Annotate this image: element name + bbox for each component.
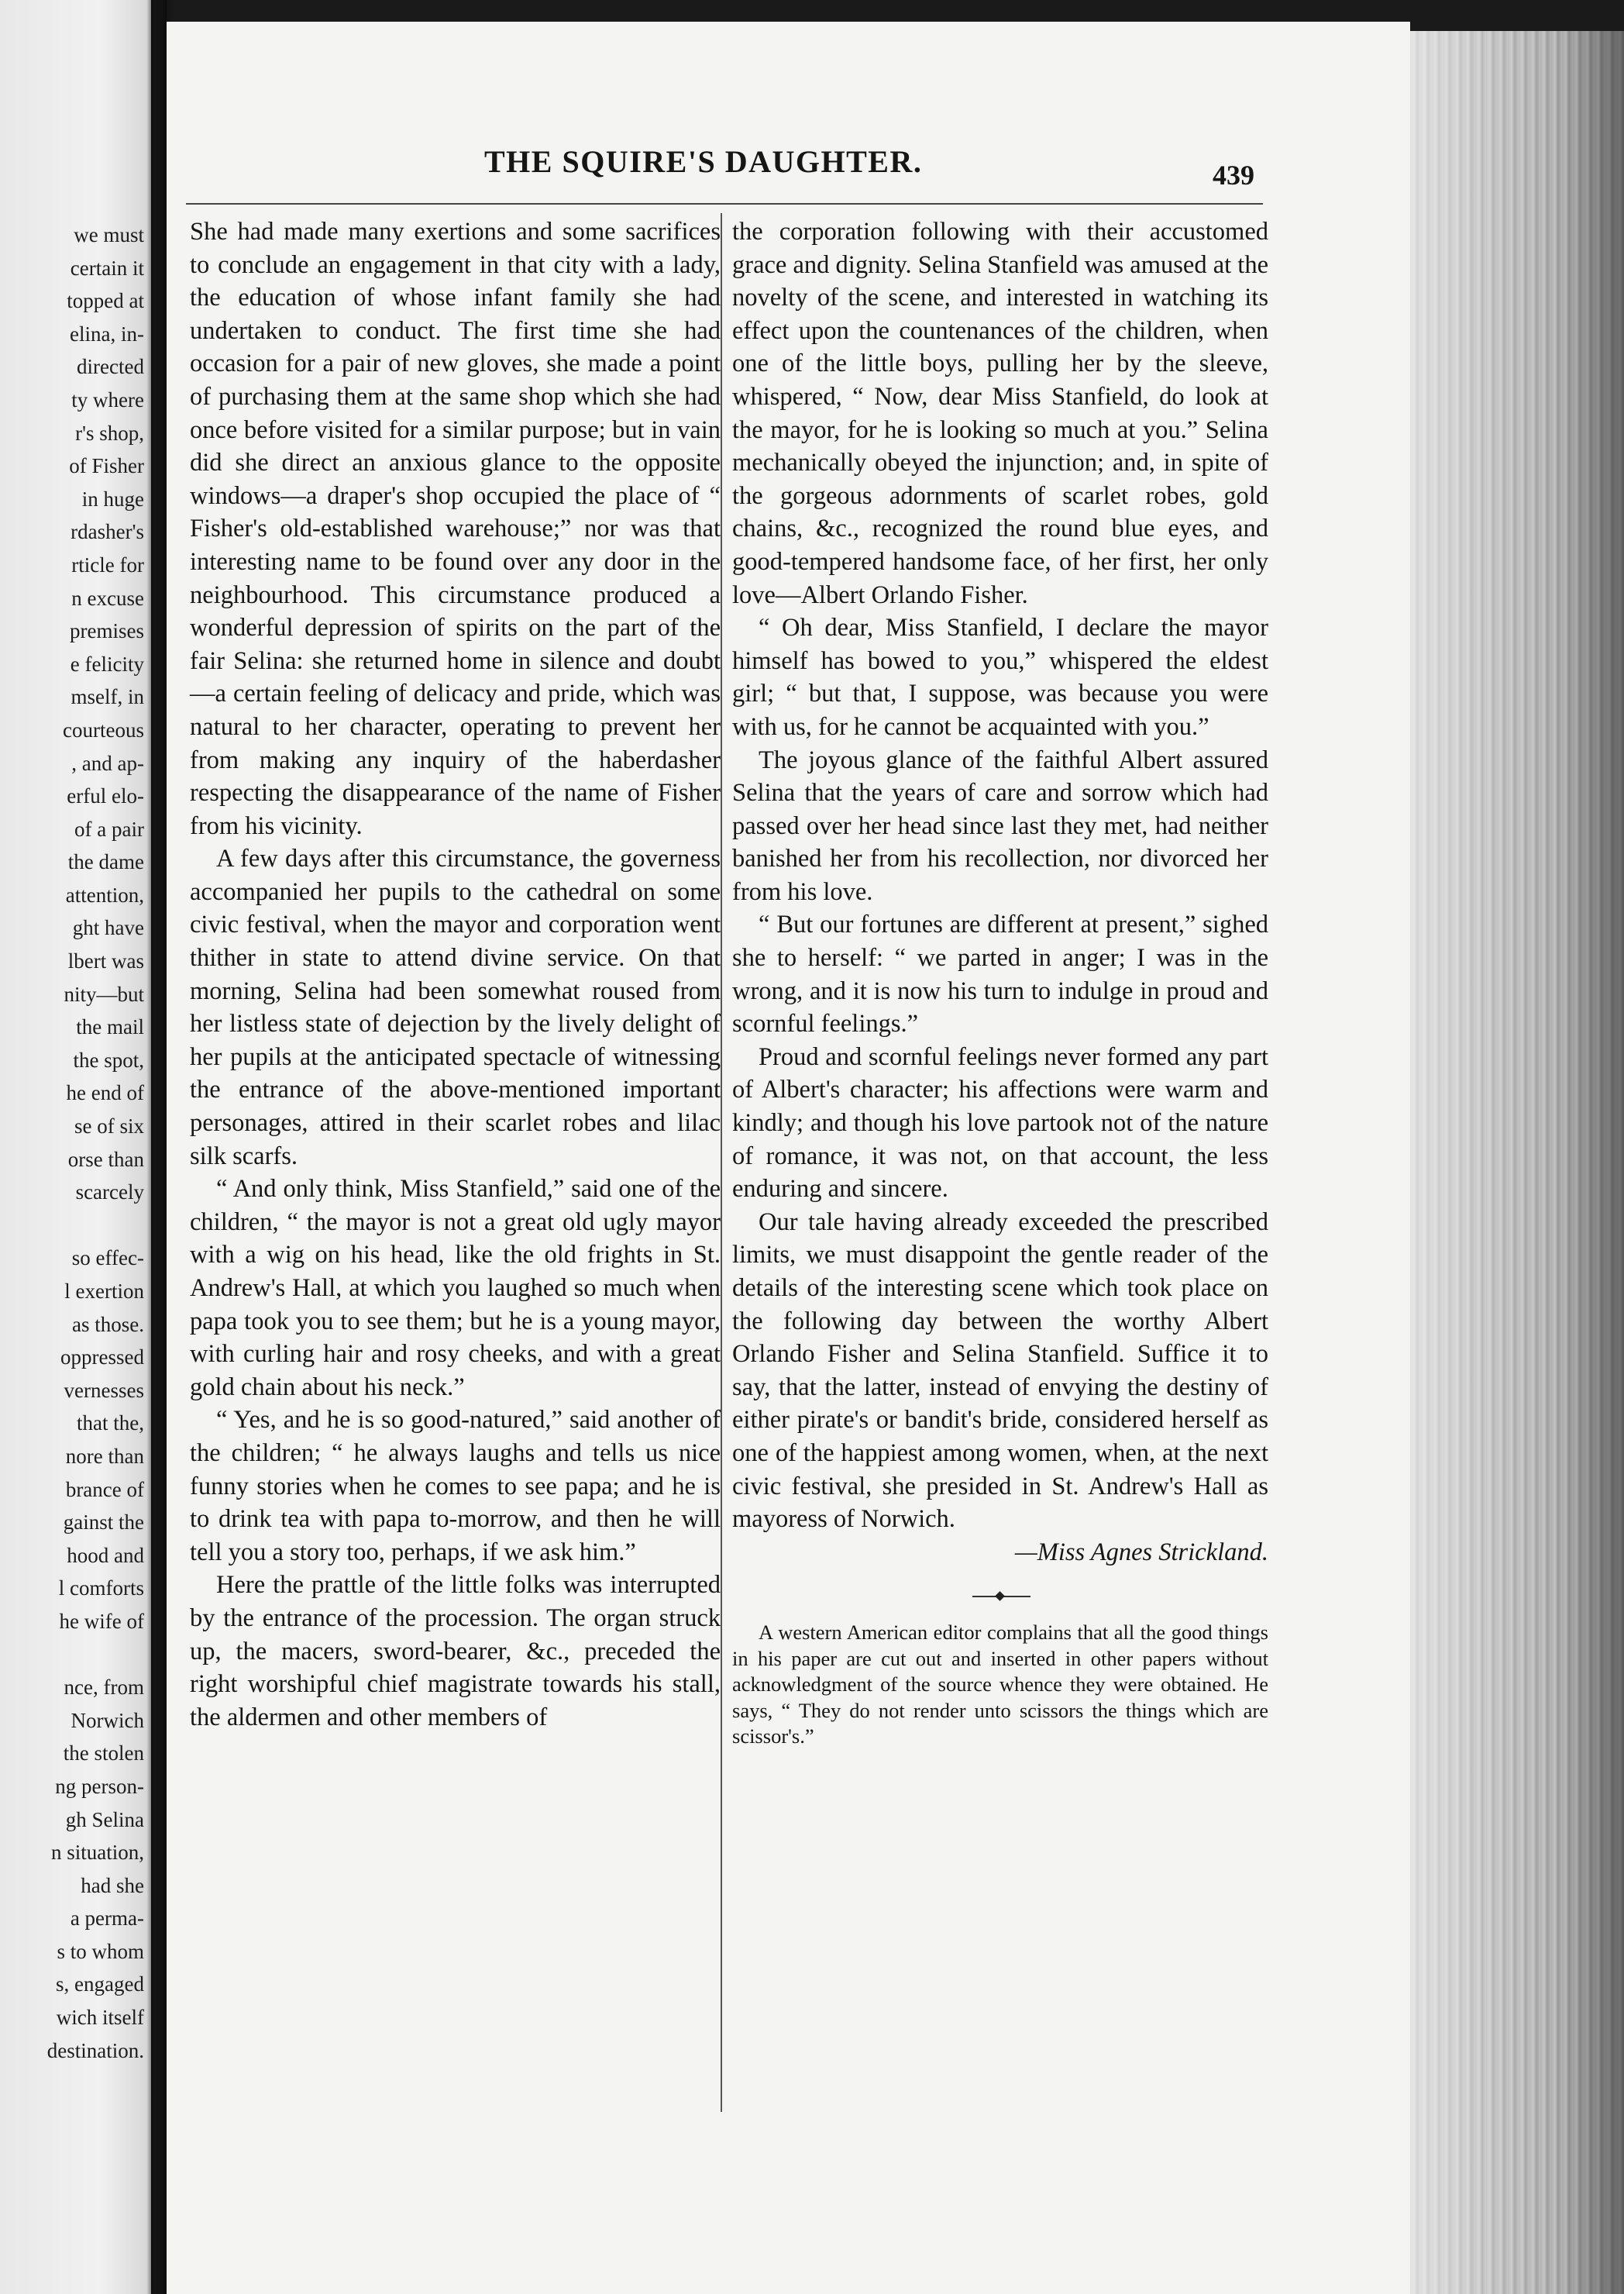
fragment-line: as those. — [72, 1312, 144, 1336]
fragment-line: he wife of — [59, 1609, 144, 1633]
fragment-line: r's shop, — [75, 421, 144, 445]
fragment-line: the dame — [67, 850, 144, 874]
fragment-line: Norwich — [71, 1708, 144, 1732]
fragment-line: erful elo- — [67, 784, 144, 808]
fragment-line: ng person- — [55, 1774, 144, 1798]
fragment-line: topped at — [67, 289, 144, 313]
column-divider — [721, 213, 722, 2112]
fragment-line: s to whom — [57, 1939, 144, 1963]
page-number: 439 — [1213, 160, 1254, 191]
left-column — [190, 215, 721, 1734]
fragment-line: n situation, — [51, 1841, 144, 1865]
author-signature: —Miss Agnes Strickland. — [1014, 1538, 1268, 1566]
fragment-line: , and ap- — [71, 751, 144, 775]
fragment-line: certain it — [70, 256, 144, 280]
note-paragraph: A western American editor complains that all the good things in his paper are cut out and inserted in other papers without acknowledgment of the source whence they were obtained. He says, “ They do not render unto scissors the things which are scissor's.” — [732, 1621, 1268, 1748]
fragment-line: destination. — [46, 2038, 144, 2062]
paragraph: A few days after this circumstance, the governess accompanied her pupils to the cathedral on some civic festival, when the mayor and corporation went thither in state to attend divine service. On that morning, Selina had been somewhat roused from her listless state of dejection by the lively delight of her pupils at the anticipated spectacle of witnessing the entrance of the above-mentioned important personages, attired in their scarlet robes and lilac silk scarfs. — [190, 845, 721, 1170]
fragment-line: of a pair — [74, 817, 144, 841]
page-edge-stack — [1410, 31, 1624, 2294]
fragment-line: l exertion — [64, 1280, 144, 1303]
fragment-line: the mail — [76, 1015, 144, 1039]
paragraph: “ Oh dear, Miss Stanfield, I declare the mayor himself has bowed to you,” whispered the eldest girl; “ but that, I suppose, was because you were with us, for he cannot be acquainted with you.” — [732, 614, 1268, 741]
fragment-line: oppressed — [60, 1345, 144, 1369]
fragment-line — [0, 1209, 144, 1242]
fragment-line: n excuse — [71, 586, 144, 610]
paragraph: “ And only think, Miss Stanfield,” said one of the children, “ the mayor is not a great old ugly mayor with a wig on his head, like the old frights in St. Andrew's Hall, at which you laughed so much when papa took you to see them; but he is a young mayor, with curling hair and rosy cheeks, and with a great gold chain about his neck.” — [190, 1175, 721, 1401]
running-head: THE SQUIRE'S DAUGHTER. — [484, 144, 923, 179]
fragment-line: se of six — [74, 1114, 144, 1138]
fragment-line: that the, — [77, 1411, 144, 1435]
fragment-line: of Fisher — [69, 454, 144, 478]
fragment-line: gainst the — [63, 1510, 144, 1534]
paragraph: Here the prattle of the little folks was interrupted by the entrance of the procession. The organ struck up, the macers, sword-bearer, &c., preceded the right worshipful chief magistrate towards his stall, the aldermen and other members of — [190, 1571, 721, 1731]
fragment-line: scarcely — [75, 1180, 144, 1204]
section-ornament — [732, 1589, 1268, 1604]
fragment-line: had she — [81, 1873, 144, 1897]
paragraph: the corporation following with their accustomed grace and dignity. Selina Stanfield was amused at the novelty of the scene, and interested in watching its effect upon the countenances of the children, when one of the little boys, pulling her by the sleeve, whispered, “ Now, dear Miss Stanfield, do look at the mayor, for he is looking so much at you.” Selina mechanically obeyed the injunction; and, in spite of the gorgeous adornments of scarlet robes, gold chains, &c., recognized the round blue eyes, and good-tempered handsome face, of her first, her only love—Albert Orlando Fisher. — [732, 218, 1268, 609]
paragraph: “ Yes, and he is so good-natured,” said another of the children; “ he always laughs and tells us nice funny stories when he comes to see papa; and he is to drink tea with papa to-morrow, and then he will tell you a story too, perhaps, if we ask him.” — [190, 1406, 721, 1566]
paragraph: Proud and scornful feelings never formed any part of Albert's character; his affections were warm and kindly; and though his love partook not of the nature of romance, it was not, on that account, the less enduring and sincere. — [732, 1042, 1268, 1204]
fragment-line: we must — [74, 223, 144, 246]
fragment-line: l comforts — [58, 1576, 144, 1600]
fragment-line: he end of — [66, 1081, 144, 1105]
fragment-line: attention, — [65, 883, 144, 907]
fragment-line: the spot, — [73, 1048, 144, 1072]
fragment-line: mself, in — [71, 685, 144, 709]
header-rule — [186, 203, 1263, 205]
fragment-line: ty where — [71, 388, 144, 412]
paragraph: Our tale having already exceeded the prescribed limits, we must disappoint the gentle reader of the details of the interesting scene which took place on the following day between the worthy Albert Orlando Fisher and Selina Stanfield. Suffice it to say, that the latter, instead of envying the destiny of either pirate's or bandit's bride, considered herself as one of the happiest among women, when, at the next civic festival, she presided in St. Andrew's Hall as mayoress of Norwich. — [732, 1207, 1268, 1534]
fragment-line: nore than — [65, 1444, 144, 1468]
fragment-line: premises — [70, 619, 144, 643]
editor-note — [732, 1620, 1268, 1750]
fragment-line: s, engaged — [56, 1972, 144, 1996]
fragment-line: gh Selina — [65, 1807, 144, 1831]
right-column — [732, 215, 1268, 1750]
fragment-line: courteous — [63, 718, 144, 742]
fragment-line — [0, 1638, 144, 1672]
fragment-line: ght have — [72, 916, 144, 940]
fragment-line: rticle for — [71, 553, 144, 577]
fragment-line: e felicity — [70, 652, 144, 676]
fragment-line: orse than — [67, 1147, 144, 1171]
fragment-line: rdasher's — [71, 520, 144, 544]
fragment-line: the stolen — [63, 1741, 144, 1765]
facing-page-fragment — [0, 219, 144, 2067]
paragraph: The joyous glance of the faithful Albert assured Selina that the years of care and sorrow which had passed over her head since last they met, had neither banished her from his recollection, nor divorced her from his love. — [732, 746, 1268, 906]
paragraph: She had made many exertions and some sacrifices to conclude an engagement in that city with a lady, the education of whose infant family she had undertaken to conduct. The first time she had occasion for a pair of new gloves, she made a point of purchasing them at the same shop which she had once before visited for a similar purpose; but in vain did she direct an anxious glance to the opposite windows—a draper's shop occupied the place of “ Fisher's old-established warehouse;” nor was that interesting name to be found over any door in the neighbourhood. This circumstance produced a wonderful depression of spirits on the part of the fair Selina: she returned home in silence and doubt—a certain feeling of delicacy and pride, which was natural to her character, operating to prevent her from making any inquiry of the haberdasher respecting the disappearance of the name of Fisher from his vicinity. — [190, 218, 721, 840]
fragment-line: directed — [77, 355, 144, 379]
fragment-line: so effec- — [71, 1246, 144, 1270]
fragment-line: a perma- — [70, 1906, 144, 1931]
fragment-line: brance of — [65, 1477, 144, 1501]
fragment-line: nce, from — [64, 1676, 144, 1700]
fragment-line: in huge — [81, 487, 144, 511]
fragment-line: hood and — [67, 1543, 144, 1567]
fragment-line: vernesses — [64, 1378, 144, 1402]
fragment-line: lbert was — [67, 949, 144, 973]
fragment-line: elina, in- — [70, 322, 144, 346]
paragraph: “ But our fortunes are different at present,” sighed she to herself: “ we parted in anger; I was in the wrong, and it is now his turn to indulge in proud and scornful feelings.” — [732, 911, 1268, 1038]
fragment-line: wich itself — [56, 2006, 144, 2030]
fragment-line: nity—but — [64, 982, 144, 1006]
